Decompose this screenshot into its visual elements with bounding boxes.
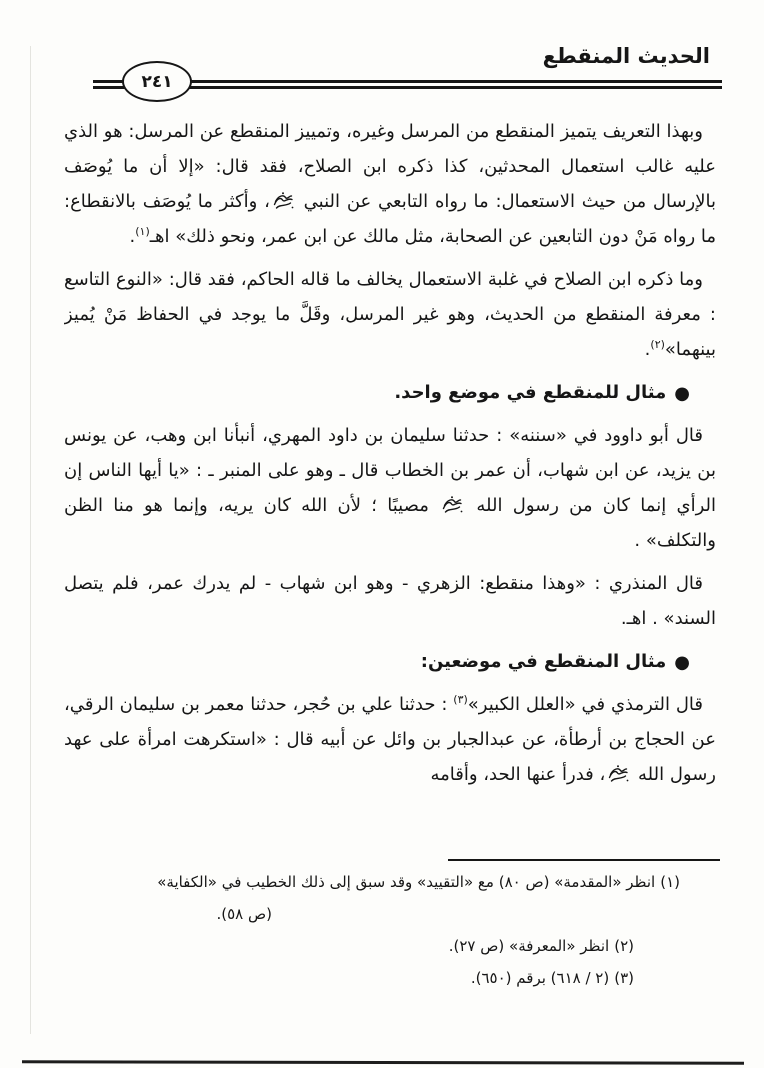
paragraph-5-text-a: قال الترمذي في «العلل الكبير» — [467, 694, 703, 715]
page-number: ٢٤١ — [141, 71, 173, 92]
paragraph-5-text-b: : حدثنا علي بن حُجر، حدثنا معمر بن سليمان الرقي، عن الحجاج بن أرطأة، عن عبدالجبار بن وائل عن أبيه قال : «استكرهت امرأة على عهد رسول الله — [64, 694, 716, 785]
page-number-badge — [122, 61, 192, 102]
paragraph-2-text-b: . — [644, 339, 651, 360]
paragraph-4-text: قال المنذري : «وهذا منقطع: الزهري - وهو ابن شهاب - لم يدرك عمر، فلم يتصل السند» . اهـ. — [64, 573, 716, 629]
footnote-2-marker: (٢) — [614, 937, 634, 955]
paragraph-5-text-c: ، فدرأ عنها الحد، وأقامه — [430, 764, 606, 785]
paragraph-1-text-c: . — [129, 226, 136, 247]
footnote-separator — [448, 859, 720, 861]
footnote-ref-3: (٣) — [453, 693, 468, 706]
footnote-1-text: انظر «المقدمة» (ص ٨٠) مع «التقييد» وقد سبق إلى ذلك الخطيب في «الكفاية» — [157, 873, 656, 891]
paragraph-2 — [64, 262, 716, 367]
paragraph-1 — [64, 114, 716, 254]
scan-edge-artifact-bottom — [22, 1060, 744, 1065]
footnote-ref-2: (٢) — [650, 338, 665, 351]
heading-two-instances-label: مثال المنقطع في موضعين: — [420, 651, 667, 672]
pbuh-seal-icon — [605, 764, 632, 785]
footnote-3-text: (٢ / ٦١٨) برقم (٦٥٠). — [470, 969, 610, 987]
footnote-3-marker: (٣) — [614, 969, 634, 987]
bullet-icon: ● — [674, 383, 690, 404]
footnote-ref-1: (١) — [135, 225, 150, 238]
footnote-3 — [58, 962, 634, 994]
paragraph-1-text-b: ، وأكثر ما يُوصَف بالانقطاع: ما رواه مَنْ دون التابعين عن الصحابة، مثل مالك عن ابن عمر، ونحو ذلك» اهـ — [64, 191, 716, 247]
paragraph-1-text-a: وبهذا التعريف يتميز المنقطع من المرسل وغيره، وتمييز المنقطع عن المرسل: هو الذي عليه غالب استعمال المحدثين، كذا ذكره ابن الصلاح، فقد قال: «إلا أن ما يُوصَف بالإرسال من حيث الاستعمال: ما رواه التابعي عن النبي — [64, 121, 716, 212]
footnotes — [58, 866, 716, 994]
body-text — [64, 114, 716, 859]
heading-single-instance-label: مثال للمنقطع في موضع واحد. — [394, 382, 667, 403]
paragraph-5 — [64, 687, 716, 792]
paragraph-4 — [64, 566, 716, 636]
chapter-title: الحديث المنقطع — [542, 44, 710, 68]
heading-single-instance — [64, 375, 716, 410]
footnote-2 — [58, 930, 634, 962]
bullet-icon: ● — [674, 652, 690, 673]
scan-edge-artifact-left — [30, 46, 31, 1034]
paragraph-3 — [64, 418, 716, 558]
footnote-1 — [58, 866, 680, 898]
paragraph-3-text-a: قال أبو داوود في «سننه» : حدثنا سليمان بن داود المهري، أنبأنا ابن وهب، عن يونس بن يزيد، عن ابن شهاب، أن عمر بن الخطاب قال ـ وهو على المنبر ـ : «يا أيها الناس إن الرأي إنما كان من رسول الله — [64, 425, 716, 516]
heading-two-instances — [64, 644, 716, 679]
pbuh-seal-icon — [270, 191, 297, 212]
paragraph-2-text-a: وما ذكره ابن الصلاح في غلبة الاستعمال يخالف ما قاله الحاكم، فقد قال: «النوع التاسع : معرفة المنقطع من الحديث، وهو غير المرسل، وقَلَّ ما يوجد في الحفاظ مَنْ يُميز بينهما» — [64, 269, 716, 360]
paragraph-3-text-b: مصيبًا ؛ لأن الله كان يريه، وإنما هو منا الظن والتكلف» . — [64, 495, 716, 551]
footnote-1-marker: (١) — [660, 873, 680, 891]
footnote-1-continuation: (ص ٥٨). — [216, 905, 272, 923]
footnote-2-text: انظر «المعرفة» (ص ٢٧). — [448, 937, 610, 955]
pbuh-seal-icon — [439, 495, 466, 516]
